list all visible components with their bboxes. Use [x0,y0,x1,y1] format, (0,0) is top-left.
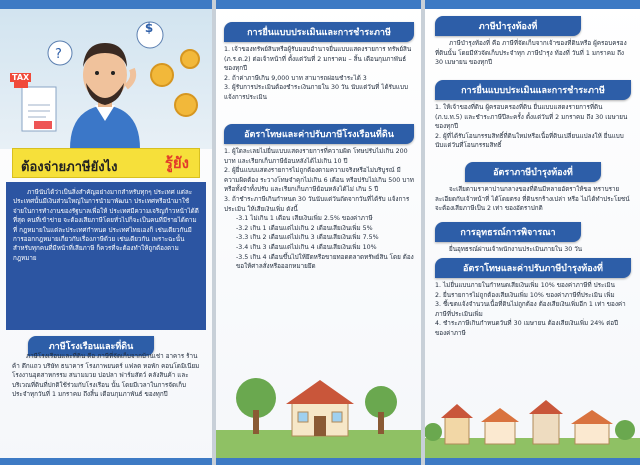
headline-banner [12,148,200,178]
rate-item: -3.4 เกิน 3 เดือนแต่ไม่เกิน 4 เดือนเสียเงินเพิ่ม 10% [236,243,377,251]
local-tax-title: ภาษีบำรุงท้องที่ [435,16,581,36]
panel-right [425,0,640,465]
tax-label: TAX [12,73,30,82]
house-icon [286,380,354,436]
local-tax-section [435,16,631,68]
local-filing-list [435,103,631,151]
rate-item: -3.1 ไม่เกิน 1 เดือน เสียเงินเพิ่ม 2.5% ของค่าภาษี [236,215,373,223]
bottom-bar [216,458,421,465]
local-rate-section [435,162,631,214]
list-item: 4. ชำระภาษีเกินกำหนดวันที่ 30 เมษายน ต้องเสียเงินเพิ่ม 24% ต่อปี ของค่าภาษี [435,320,619,337]
panel-middle [216,0,421,465]
local-filing-title: การยื่นแบบประเมินและการชำระภาษี [435,80,631,100]
local-tax-text: ภาษีบำรุงท้องที่ คือ ภาษีที่จัดเก็บจากเจ้าของที่ดินหรือ ผู้ครอบครองที่ดินนั้น โดยมีหัวจัดเก็บประจำทุก ภาษีบำรุง ท้องที่ วันที่ 1 มกราคม ถึง 30 เมษายน ของทุกปี [435,40,627,67]
list-item: 2. ยื่นรายการไม่ถูกต้องเสียเงินเพิ่ม 10% ของค่าภาษีที่ประเมิน เพิ่ม [435,291,615,299]
local-penalty-section [435,258,631,339]
list-item: 3. ชี้เขตแจ้งจำนวนเนื้อที่ดินไม่ถูกต้อง ต้องเสียเงินเพิ่มอีก 1 เท่า ของค่าภาษีที่ประเมินเพิ่ม [435,301,626,318]
bottom-bar [425,458,640,465]
house-illustration [216,358,421,458]
list-item: 1. ผู้ใดละเลยไม่ยื่นแบบแสดงรายการที่ความผิด โทษปรับไม่เกิน 200 บาท และเรียกเก็บภาษีย้อนหลังได้ไม่เกิน 10 ปี [224,148,408,165]
local-rate-title: อัตราภาษีบำรุงท้องที่ [465,162,601,182]
local-penalty-title: อัตราโทษและค่าปรับภาษีบำรุงท้องที่ [435,258,631,278]
building-icon [441,400,613,444]
bottom-bar [0,458,212,465]
appeal-title: การอุทธรณ์การพิจารณา [435,222,581,242]
filing-title: การยื่นแบบประเมินและการชำระภาษี [224,22,414,42]
top-bar [216,0,421,9]
penalty-section [224,124,414,272]
list-item: 1. ไม่ยื่นแบบภายในกำหนดเสียเงินเพิ่ม 10% ของค่าภาษีที่ ประเมิน [435,282,615,289]
appeal-text: ยื่นอุทธรณ์ผ่านเจ้าพนักงานประเมินภายใน 30 วัน [449,246,583,253]
man-figure [70,43,140,149]
filing-section [224,22,414,103]
list-item: 3. ผู้รับการประเมินต้องชำระเงินภายใน 30 วัน นับแต่วันที่ ได้รับแบบแจ้งการประเมิน [224,84,408,101]
intro-text: ภาษีนับได้ว่าเป็นสิ่งสำคัญอย่างมากสำหรับทุกๆ ประเทศ แต่ละประเทศนั้นมีเงินส่วนใหญ่ในการนำมาพัฒนา ประเทศหรือนำมาใช้จ่ายในการทำงานของรัฐบาลเพื่อให้ ประเทศมีความเจริญก้าวหน้าได้ดีที่สุด คนที่เข้าข่าย จะต้องเสียภาษีโดยทั่วไปก็จะเป็นคนที่มีรายได้ตามที่ กฎหมายในแต่ละประเทศกำหนด ประเทศไทยเองก็ เช่นเดียวกันมีการออกกฎหมายเกี่ยวกับเรื่องภาษีด้วย เช่นเดียวกัน เพราะฉะนั้นสำหรับทุกคนที่มีหน้าที่เสียภาษี ก็ควรที่จะต้องทำให้ถูกต้องตามกฎหมาย [13,189,199,262]
penalty-title: อัตราโทษและค่าปรับภาษีโรงเรือนที่ดิน [224,124,414,144]
list-item: 2. ผู้ที่ได้รับโอนกรรมสิทธิ์ที่ดินใหม่หรือเนื้อที่ดินเปลี่ยนแปลงให้ ยื่นแบบนับแต่วันที่โอนกรรมสิทธิ์ [435,132,624,150]
section-title: ภาษีโรงเรือนและที่ดิน [28,336,154,356]
local-filing-section [435,80,631,151]
house-land-text: ภาษีโรงเรือนและที่ดิน คือ ภาษีที่จัดเก็บจากบ้านเช่า อาคาร ร้านค้า ตึกแถว บริษัท ธนาคาร โรงภาพยนตร์ แฟลต หอพัก คอนโดมิเนียม โรงงานอุตสาหกรรม สนามมวย บ่อปลา ฟาร์มสัตว์ คลังสินค้า และบริเวณที่ดินที่ปกติใช้ร่วมกับโรงเรือน นั้น โดยมีเวลาในการจัดเก็บประจำทุกวันที่ 1 มกราคม ถึงสิ้น เดือนกุมภาพันธ์ ของทุกปี [12,353,200,399]
top-bar [425,0,640,9]
headline-text: ต้องจ่ายภาษียังไง [21,160,118,175]
taxpayer-illustration [0,9,212,149]
headline-accent: รู้ยัง [164,154,189,172]
rate-item: -3.2 เกิน 1 เดือนแต่ไม่เกิน 2 เดือนเสียเงินเพิ่ม 5% [236,224,373,232]
panel-left [0,0,212,465]
list-item: 1. เจ้าของทรัพย์สินหรือผู้รับมอบอำนาจยื่นแบบแสดงรายการ ทรัพย์สิน (ภ.ร.ด.2) ต่อเจ้าหน้าที่ ตั้งแต่วันที่ 2 มกราคม – สิ้น เดือนกุมภาพันธ์ ของทุกปี [224,46,412,73]
penalty-list [224,147,414,214]
rate-item: -3.5 เกิน 4 เดือนขึ้นไปให้ยึดหรือขายทอดตลาดทรัพย์สิน โดย ต้องขอให้ศาลสั่งหรือออกหมายยึด [236,253,414,271]
svg-text:?: ? [55,47,62,62]
dollar-icon: $ [144,21,154,35]
tax-document-icon [22,87,56,131]
list-item: 2. ถ้าค่าภาษีเกิน 9,000 บาท สามารถผ่อนชำระได้ 3 [224,74,367,82]
list-item: 3. ถ้าชำระภาษีเกินกำหนด 30 วันนับแต่วันถัดจากวันที่ได้รับ แจ้งการประเมิน ให้เสียเงินเพิ่ม ดังนี้ [224,195,410,213]
local-penalty-list [435,281,631,339]
list-item: 1. ให้เจ้าของที่ดิน ผู้ครอบครองที่ดิน ยื่นแบบแสดงรายการที่ดิน (ภ.บ.ท.5) และชำระภาษีปีละครั้ง ตั้งแต่วันที่ 2 มกราคม ถึง 30 เมษายน ของทุกปี [435,104,628,131]
list-item: 2. ผู้ยื่นแบบแสดงรายการไม่ถูกต้องตามความจริงหรือไม่บริบูรณ์ มีความผิดต้อง ระวางโทษจำคุกไม่เกิน 6 เดือน หรือปรับไม่เกิน 500 บาท หรือทั้งจำทั้งปรับ และเรียกเก็บภาษีย้อนหลังได้ไม่ เกิน 5 ปี [224,167,414,194]
illustration-svg [0,9,212,149]
local-rate-text: จะเสียตามราคาปานกลางของที่ดินมีหลายอัตราให้ขอ ทราบรายละเอียดกับเจ้าหน้าที่ ได้โดยตรง ที่ดินรกร้างเปล่า หรือ ไม่ได้ทำประโยชน์จะต้องเสียภาษีเป็น 2 เท่า ของอัตราปกติ [435,186,630,213]
rate-item: -3.3 เกิน 2 เดือนแต่ไม่เกิน 3 เดือนเสียเงินเพิ่ม 7.5% [236,234,379,242]
top-bar [0,0,212,9]
appeal-section [435,222,631,255]
city-illustration [425,398,640,458]
intro-box [6,182,206,330]
filing-list [224,45,414,103]
house-land-description [12,352,202,400]
